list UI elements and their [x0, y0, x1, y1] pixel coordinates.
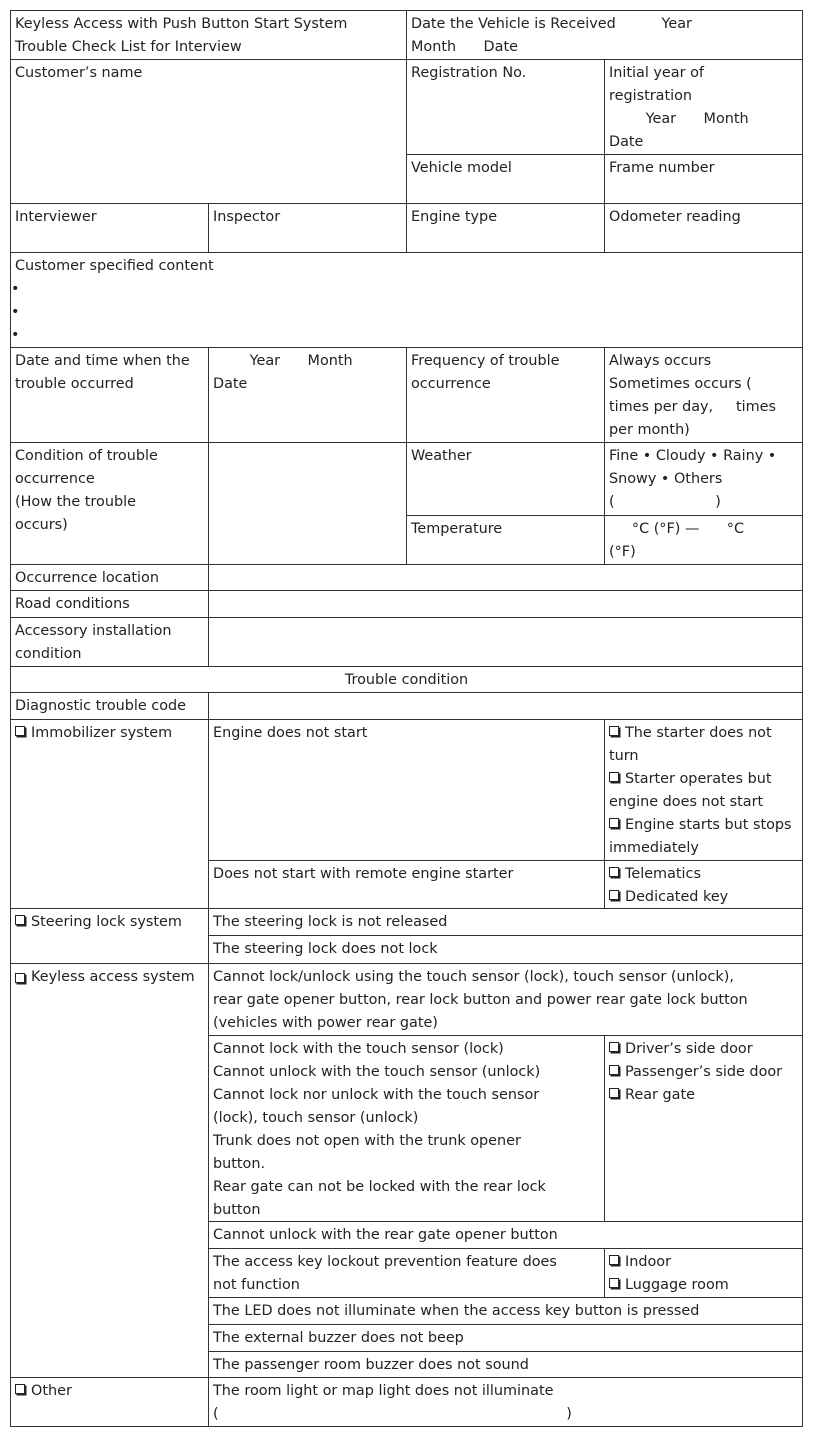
engine-option-label: The starter does not turn: [609, 725, 772, 764]
weather-value-cell: [604, 442, 803, 516]
frequency-value-cell: [604, 347, 803, 443]
temperature-label: Temperature: [411, 521, 503, 537]
rear-gate-opener-cell: [208, 1221, 803, 1249]
door-option-label: Passenger’s side door: [625, 1064, 783, 1080]
keyless-lock-line: Cannot lock/unlock using the touch sensor (lock), touch sensor (unlock),: [213, 969, 734, 985]
date-received-line: Month Date: [411, 39, 518, 55]
engine-option-label: Starter operates but engine does not start: [609, 771, 772, 810]
temperature-value: (°F): [609, 544, 636, 560]
form-title-line: Trouble Check List for Interview: [15, 39, 242, 55]
frequency-value: times per day, times: [609, 399, 776, 415]
starter-operates-checkbox[interactable]: [609, 772, 619, 782]
starter-not-turn-checkbox[interactable]: [609, 726, 619, 736]
form-title-cell: [10, 10, 407, 60]
engine-option-label: Engine starts but stops immediately: [609, 817, 792, 856]
door-option-label: Rear gate: [625, 1087, 695, 1103]
led-cell: [208, 1297, 803, 1325]
frame-number-label: Frame number: [609, 160, 715, 176]
keyless-cell: [10, 963, 209, 1378]
touch-sensor-cell: [208, 1035, 605, 1222]
keyless-checkbox[interactable]: [15, 973, 25, 983]
initial-year-cell: [604, 59, 803, 155]
room-buzzer-cell: [208, 1351, 803, 1378]
other-label: Other: [31, 1383, 72, 1399]
passenger-door-checkbox[interactable]: [609, 1065, 619, 1075]
engine-type-label: Engine type: [411, 209, 498, 225]
dtc-label: Diagnostic trouble code: [15, 698, 187, 714]
accessory-value-cell: [208, 617, 803, 667]
accessory-label-cell: [10, 617, 209, 667]
touch-sensor-line: button.: [213, 1156, 266, 1172]
trouble-condition-heading: Trouble condition: [344, 672, 469, 688]
road-label-cell: [10, 590, 209, 618]
condition-label: occurs): [15, 517, 68, 533]
steering-checkbox[interactable]: [15, 915, 25, 925]
steering-item: The steering lock is not released: [213, 914, 448, 930]
frequency-label-cell: [406, 347, 605, 443]
remote-start-label: Does not start with remote engine starter: [213, 866, 514, 882]
steering-cell: [10, 908, 209, 964]
other-cell: [10, 1377, 209, 1427]
inspector-label: Inspector: [213, 209, 281, 225]
location-label: Occurrence location: [15, 570, 159, 586]
engine-not-start-cell: [208, 719, 605, 861]
condition-label: occurrence: [15, 471, 95, 487]
date-received-cell: [406, 10, 803, 60]
room-buzzer-label: The passenger room buzzer does not sound: [213, 1357, 529, 1373]
remote-option-label: Dedicated key: [625, 889, 729, 905]
touch-sensor-line: Trunk does not open with the trunk opener: [213, 1133, 521, 1149]
steering-label: Steering lock system: [31, 914, 182, 930]
inspector-cell: [208, 203, 407, 253]
touch-sensor-line: Cannot lock nor unlock with the touch sensor: [213, 1087, 540, 1103]
frame-number-cell: [604, 154, 803, 204]
condition-value-cell: [208, 442, 407, 565]
weather-label-cell: [406, 442, 605, 516]
engine-stops-checkbox[interactable]: [609, 818, 619, 828]
initial-year-line: Date: [609, 134, 644, 150]
door-options-cell: [604, 1035, 803, 1222]
frequency-label: Frequency of trouble: [411, 353, 560, 369]
customer-name-cell: [10, 59, 407, 204]
dtc-label-cell: [10, 692, 209, 720]
customer-content-label: Customer specified content: [15, 258, 214, 274]
other-detail-cell: [208, 1377, 803, 1427]
location-label-cell: [10, 564, 209, 591]
other-line: ( ): [213, 1406, 572, 1422]
remote-option-label: Telematics: [625, 866, 701, 882]
keyless-label: Keyless access system: [31, 969, 195, 985]
door-option-label: Driver’s side door: [625, 1041, 753, 1057]
external-buzzer-cell: [208, 1324, 803, 1352]
date-time-value: Year Month: [213, 353, 353, 369]
vehicle-model-cell: [406, 154, 605, 204]
interviewer-cell: [10, 203, 209, 253]
customer-content-bullet: •: [11, 304, 20, 320]
engine-type-cell: [406, 203, 605, 253]
other-line: The room light or map light does not illuminate: [213, 1383, 554, 1399]
lockout-option-label: Luggage room: [625, 1277, 729, 1293]
road-value-cell: [208, 590, 803, 618]
remote-options-cell: [604, 860, 803, 909]
customer-name-label: Customer’s name: [15, 65, 143, 81]
location-value-cell: [208, 564, 803, 591]
accessory-label: Accessory installation: [15, 623, 172, 639]
immobilizer-cell: [10, 719, 209, 909]
date-time-value: Date: [213, 376, 248, 392]
trouble-condition-heading-cell: [10, 666, 803, 693]
keyless-lock-line: (vehicles with power rear gate): [213, 1015, 438, 1031]
immobilizer-label: Immobilizer system: [31, 725, 173, 741]
luggage-room-checkbox[interactable]: [609, 1278, 619, 1288]
engine-not-start-label: Engine does not start: [213, 725, 368, 741]
date-time-label-cell: [10, 347, 209, 443]
touch-sensor-line: Rear gate can not be locked with the rear lock: [213, 1179, 546, 1195]
frequency-value: per month): [609, 422, 690, 438]
weather-value: Fine • Cloudy • Rainy •: [609, 448, 777, 464]
touch-sensor-line: Cannot lock with the touch sensor (lock): [213, 1041, 504, 1057]
form-title-line: Keyless Access with Push Button Start System: [15, 16, 348, 32]
other-checkbox[interactable]: [15, 1384, 25, 1394]
frequency-label: occurrence: [411, 376, 491, 392]
temperature-value-cell: [604, 515, 803, 565]
date-time-label: trouble occurred: [15, 376, 134, 392]
weather-value: Snowy • Others: [609, 471, 723, 487]
customer-content-bullet: •: [11, 281, 20, 297]
condition-label: Condition of trouble: [15, 448, 158, 464]
frequency-value: Always occurs: [609, 353, 712, 369]
engine-options-cell: [604, 719, 803, 861]
steering-item-cell: [208, 908, 803, 936]
touch-sensor-line: (lock), touch sensor (unlock): [213, 1110, 419, 1126]
driver-door-checkbox[interactable]: [609, 1042, 619, 1052]
touch-sensor-line: button: [213, 1202, 261, 1218]
initial-year-line: Initial year of: [609, 65, 704, 81]
registration-no-cell: [406, 59, 605, 155]
date-time-label: Date and time when the: [15, 353, 190, 369]
road-label: Road conditions: [15, 596, 130, 612]
registration-no-label: Registration No.: [411, 65, 527, 81]
immobilizer-checkbox[interactable]: [15, 726, 25, 736]
vehicle-model-label: Vehicle model: [411, 160, 512, 176]
weather-value: ( ): [609, 494, 721, 510]
frequency-value: Sometimes occurs (: [609, 376, 752, 392]
touch-sensor-line: Cannot unlock with the touch sensor (unlock): [213, 1064, 541, 1080]
date-time-value-cell: [208, 347, 407, 443]
temperature-label-cell: [406, 515, 605, 565]
dedicated-key-checkbox[interactable]: [609, 890, 619, 900]
keyless-lock-line: rear gate opener button, rear lock button and power rear gate lock button: [213, 992, 748, 1008]
temperature-value: °C (°F) — °C: [609, 521, 745, 537]
customer-content-bullet: •: [11, 327, 20, 343]
condition-label: (How the trouble: [15, 494, 136, 510]
accessory-label: condition: [15, 646, 82, 662]
odometer-cell: [604, 203, 803, 253]
initial-year-line: Year Month: [609, 111, 749, 127]
lockout-cell: [208, 1248, 605, 1298]
remote-start-cell: [208, 860, 605, 909]
dtc-value-cell: [208, 692, 803, 720]
odometer-label: Odometer reading: [609, 209, 741, 225]
steering-item: The steering lock does not lock: [213, 941, 438, 957]
rear-gate-opener-label: Cannot unlock with the rear gate opener button: [213, 1227, 558, 1243]
lockout-line: The access key lockout prevention feature does: [213, 1254, 557, 1270]
weather-label: Weather: [411, 448, 472, 464]
indoor-checkbox[interactable]: [609, 1255, 619, 1265]
condition-label-cell: [10, 442, 209, 565]
telematics-checkbox[interactable]: [609, 867, 619, 877]
customer-content-cell: [10, 252, 803, 348]
date-received-line: Date the Vehicle is Received Year: [411, 16, 692, 32]
lockout-options-cell: [604, 1248, 803, 1298]
led-label: The LED does not illuminate when the access key button is pressed: [213, 1303, 700, 1319]
lockout-option-label: Indoor: [625, 1254, 672, 1270]
interviewer-label: Interviewer: [15, 209, 97, 225]
lockout-line: not function: [213, 1277, 300, 1293]
steering-item-cell: [208, 935, 803, 964]
keyless-lock-cell: [208, 963, 803, 1036]
rear-gate-checkbox[interactable]: [609, 1088, 619, 1098]
initial-year-line: registration: [609, 88, 693, 104]
trouble-check-list-form: [10, 10, 803, 1427]
external-buzzer-label: The external buzzer does not beep: [213, 1330, 464, 1346]
